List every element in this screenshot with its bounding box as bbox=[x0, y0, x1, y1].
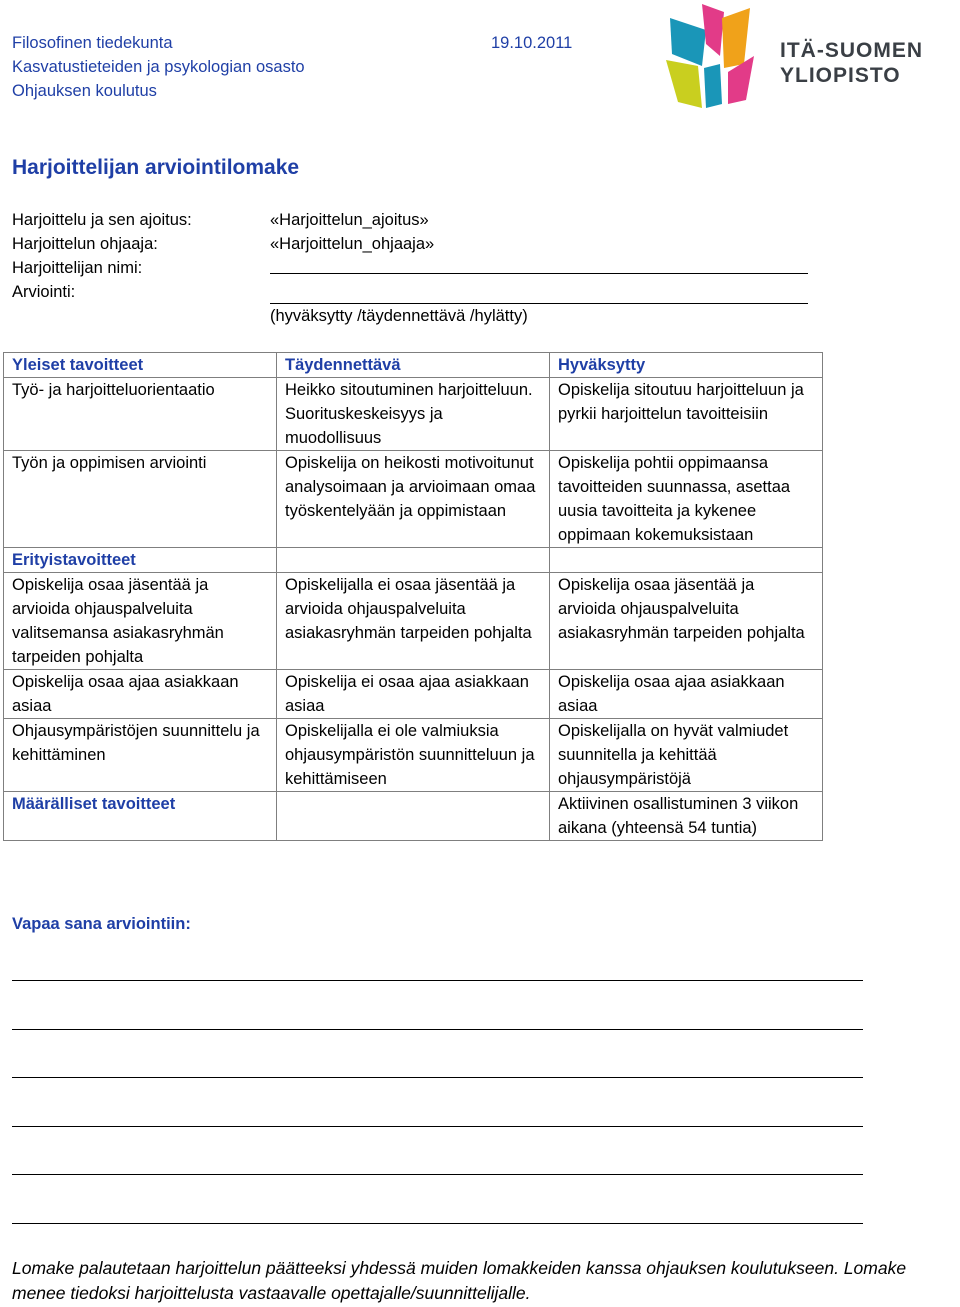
table-header-row bbox=[4, 353, 823, 378]
section-empty-cell bbox=[277, 548, 550, 573]
trainee-name-blank-line[interactable] bbox=[270, 256, 808, 274]
field-supervisor-value: «Harjoittelun_ohjaaja» bbox=[270, 235, 435, 253]
row-needs-improvement: Opiskelijalla ei osaa jäsentää ja arvioida ohjauspalveluita asiakasryhmän tarpeiden pohjalta bbox=[277, 573, 550, 670]
field-supervisor-label: Harjoittelun ohjaaja: bbox=[12, 235, 158, 253]
section-quantitative-goals: Määrälliset tavoitteet bbox=[4, 792, 277, 841]
row-needs-improvement: Heikko sitoutuminen harjoitteluun. Suorituskeskeisyys ja muodollisuus bbox=[277, 378, 550, 451]
row-needs-improvement: Opiskelija ei osaa ajaa asiakkaan asiaa bbox=[277, 670, 550, 719]
row-approved: Opiskelija osaa jäsentää ja arvioida ohjauspalveluita asiakasryhmän tarpeiden pohjalta bbox=[550, 573, 823, 670]
header-needs-improvement: Täydennettävä bbox=[277, 353, 550, 378]
table-row bbox=[4, 792, 823, 841]
criteria-table bbox=[3, 352, 823, 841]
university-logo-text bbox=[780, 38, 923, 88]
table-row bbox=[4, 451, 823, 548]
free-text-line[interactable] bbox=[12, 1174, 863, 1175]
logo-flame-shapes bbox=[666, 4, 754, 108]
table-section-row bbox=[4, 548, 823, 573]
org-line-faculty: Filosofinen tiedekunta bbox=[12, 34, 173, 52]
row-goal: Opiskelija osaa ajaa asiakkaan asiaa bbox=[4, 670, 277, 719]
field-assessment-label: Arviointi: bbox=[12, 283, 76, 301]
header-approved: Hyväksytty bbox=[550, 353, 823, 378]
grading-note: (hyväksytty /täydennettävä /hylätty) bbox=[270, 307, 528, 325]
organization-block bbox=[12, 31, 305, 103]
free-text-line[interactable] bbox=[12, 1223, 863, 1224]
section-empty-cell bbox=[550, 548, 823, 573]
table-row bbox=[4, 378, 823, 451]
org-line-department: Kasvatustieteiden ja psykologian osasto bbox=[12, 58, 305, 76]
row-goal: Työn ja oppimisen arviointi bbox=[4, 451, 277, 548]
field-trainee-name-label: Harjoittelijan nimi: bbox=[12, 259, 143, 277]
row-goal: Ohjausympäristöjen suunnittelu ja kehittäminen bbox=[4, 719, 277, 792]
row-needs-improvement: Opiskelija on heikosti motivoitunut analysoimaan ja arvioimaan omaa työskentelyään ja oppimistaan bbox=[277, 451, 550, 548]
document-date: 19.10.2011 bbox=[491, 34, 573, 52]
footer-note: Lomake palautetaan harjoittelun päätteeksi yhdessä muiden lomakkeiden kanssa ohjauksen koulutukseen. Lomake menee tiedoksi harjoittelusta vastaavalle opettajalle/suunnittelijalle. bbox=[12, 1258, 907, 1303]
table-row bbox=[4, 573, 823, 670]
logo-text-line-1: ITÄ-SUOMEN bbox=[780, 39, 923, 62]
field-timing-label: Harjoittelu ja sen ajoitus: bbox=[12, 211, 192, 229]
table-row bbox=[4, 719, 823, 792]
logo-text-line-2: YLIOPISTO bbox=[780, 64, 901, 87]
row-approved: Opiskelija sitoutuu harjoitteluun ja pyrkii harjoittelun tavoitteisiin bbox=[550, 378, 823, 451]
org-line-programme: Ohjauksen koulutus bbox=[12, 82, 157, 100]
field-timing-value: «Harjoittelun_ajoitus» bbox=[270, 211, 429, 229]
row-needs-improvement bbox=[277, 792, 550, 841]
assessment-blank-line[interactable] bbox=[270, 286, 808, 304]
row-approved: Aktiivinen osallistuminen 3 viikon aikana (yhteensä 54 tuntia) bbox=[550, 792, 823, 841]
row-goal: Opiskelija osaa jäsentää ja arvioida ohjauspalveluita valitsemansa asiakasryhmän tarpeiden pohjalta bbox=[4, 573, 277, 670]
form-title: Harjoittelijan arviointilomake bbox=[12, 156, 300, 179]
section-specific-goals: Erityistavoitteet bbox=[4, 548, 277, 573]
free-text-line[interactable] bbox=[12, 1029, 863, 1030]
row-approved: Opiskelija osaa ajaa asiakkaan asiaa bbox=[550, 670, 823, 719]
table-row bbox=[4, 670, 823, 719]
row-needs-improvement: Opiskelijalla ei ole valmiuksia ohjausympäristön suunnitteluun ja kehittämiseen bbox=[277, 719, 550, 792]
row-approved: Opiskelijalla on hyvät valmiudet suunnitella ja kehittää ohjausympäristöjä bbox=[550, 719, 823, 792]
free-text-line[interactable] bbox=[12, 980, 863, 981]
row-approved: Opiskelija pohtii oppimaansa tavoitteiden suunnassa, asettaa uusia tavoitteita ja kykenee oppimaan kokemuksistaan bbox=[550, 451, 823, 548]
header-general-goals: Yleiset tavoitteet bbox=[4, 353, 277, 378]
row-goal: Työ- ja harjoitteluorientaatio bbox=[4, 378, 277, 451]
free-text-title: Vapaa sana arviointiin: bbox=[12, 915, 191, 933]
free-text-line[interactable] bbox=[12, 1077, 863, 1078]
free-text-line[interactable] bbox=[12, 1126, 863, 1127]
